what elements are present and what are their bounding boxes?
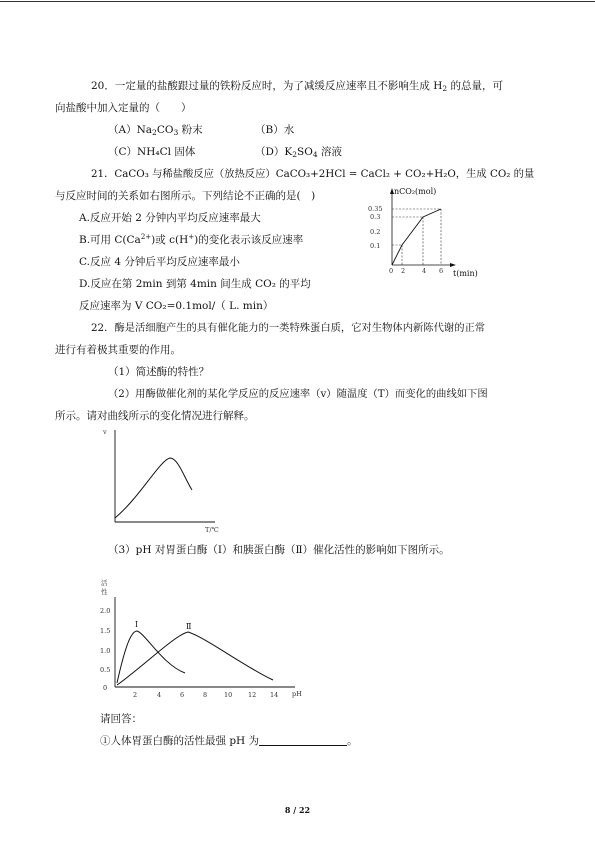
activity-ytick-05: 0.5 <box>100 666 111 674</box>
co2-graph-curve <box>392 209 441 265</box>
co2-ytick-02: 0.2 <box>370 228 381 236</box>
q22-stem-line2: 进行有着极其重要的作用。 <box>55 344 181 356</box>
activity-graph-ytick-labels <box>100 607 110 692</box>
activity-xtick-4: 4 <box>157 691 162 699</box>
co2-ytick-035: 0.35 <box>368 205 383 213</box>
activity-ytick-0: 0 <box>103 684 108 692</box>
activity-curve-2 <box>117 632 273 685</box>
co2-graph-xtick-labels <box>389 267 443 275</box>
co2-xtick-2: 2 <box>401 267 406 275</box>
q20-stem-line1: 20．一定量的盐酸跟过量的铁粉反应时，为了减缓反应速率且不影响生成 $H_2$ 的总量，可 <box>91 80 503 93</box>
co2-graph-xlabel: t(min) <box>453 269 478 278</box>
answer-blank-1[interactable] <box>259 734 347 746</box>
q20-option-d: $(D)K_2SO_4$ 溶液 <box>255 146 342 159</box>
q22-stem-line1: 22．酶是活细胞产生的具有催化能力的一类特殊蛋白质，它对生物体内新陈代谢的正常 <box>91 322 486 334</box>
activity-ytick-10: 1.0 <box>100 647 111 655</box>
q21-stem-line2: 与反应时间的关系如右图所示。下列结论不正确的是( ) <box>55 190 316 202</box>
q22-sub1: （1）简述酶的特性？ <box>108 366 210 378</box>
activity-ytick-20: 2.0 <box>100 607 111 615</box>
q21-option-d-line2: 反应速率为 V CO₂=0.1mol/（ L. min） <box>79 300 274 312</box>
q20-option-a: $(A)Na_2CO_3$ 粉末 <box>108 124 203 137</box>
activity-ytick-15: 1.5 <box>100 627 111 635</box>
rate-temperature-graph <box>100 422 240 537</box>
activity-xtick-6: 6 <box>180 691 185 699</box>
q22-answer-1: ①人体胃蛋白酶的活性最强 pH 为 。 <box>100 735 358 747</box>
rate-graph-curve <box>115 458 192 518</box>
rate-graph-xlabel: T/℃ <box>205 526 219 534</box>
co2-ytick-01: 0.1 <box>370 242 381 250</box>
rate-graph-axes <box>115 430 215 522</box>
q21-option-a: A.反应开始 2 分钟内平均反应速率最大 <box>79 212 261 224</box>
page-number: 8 / 22 <box>284 805 311 815</box>
q21-option-c: C.反应 4 分钟后平均反应速率最小 <box>79 256 240 268</box>
q22-answer-prompt: 请回答： <box>100 713 142 725</box>
q21-option-d-line1: D.反应在第 2min 到第 4min 间生成 CO₂ 的平均 <box>79 278 311 290</box>
q20-option-b: （B）水 <box>255 124 295 136</box>
co2-ytick-03: 0.3 <box>370 213 381 221</box>
co2-graph-axes <box>392 191 453 265</box>
co2-graph-ytick-labels <box>368 205 382 250</box>
activity-curve-2-label: Ⅱ <box>186 622 192 631</box>
activity-graph-xlabel: pH <box>292 690 302 698</box>
activity-xtick-12: 12 <box>248 691 257 699</box>
q21-option-b: B.可用 $C(Ca^{2+})$或 c(H+)的变化表示该反应速率 <box>79 233 304 246</box>
co2-graph-ylabel: nCO₂(mol) <box>394 187 437 196</box>
activity-graph-ylabel-2: 性 <box>101 588 108 596</box>
header-rule <box>0 1 595 2</box>
activity-xtick-8: 8 <box>203 691 208 699</box>
co2-xtick-4: 4 <box>422 267 427 275</box>
co2-graph-guides <box>392 209 441 265</box>
activity-graph-xtick-labels <box>133 691 278 699</box>
q22-sub2-line1: （2）用酶做催化剂的某化学反应的反应速率（v）随温度（T）而变化的曲线如下图 <box>108 388 488 400</box>
q20-option-c: （C）NH₄Cl 固体 <box>108 146 196 158</box>
q20-stem-line2: 向盐酸中加入定量的（ ） <box>55 102 192 114</box>
q22-sub3: （3）pH 对胃蛋白酶（Ⅰ）和胰蛋白酶（Ⅱ）催化活性的影响如下图所示。 <box>108 544 450 556</box>
co2-time-graph <box>355 185 515 280</box>
activity-graph-ylabel-1: 活 <box>101 579 108 587</box>
rate-graph-ylabel: v <box>103 428 107 436</box>
activity-curve-1-label: Ⅰ <box>135 620 139 629</box>
co2-xtick-6: 6 <box>439 267 444 275</box>
q21-stem-line1: 21．CaCO₃ 与稀盐酸反应（放热反应）CaCO₃+2HCl = CaCl₂ + CO₂+H₂O，生成 CO₂ 的量 <box>91 168 535 180</box>
co2-graph-x-arrow <box>450 263 456 267</box>
activity-graph-axes <box>115 597 295 687</box>
activity-xtick-14: 14 <box>270 691 279 699</box>
activity-ph-graph <box>95 575 315 700</box>
co2-xtick-0: 0 <box>389 267 394 275</box>
activity-xtick-10: 10 <box>224 691 233 699</box>
activity-xtick-2: 2 <box>133 691 138 699</box>
q22-sub2-line2: 所示。请对曲线所示的变化情况进行解释。 <box>55 410 255 422</box>
